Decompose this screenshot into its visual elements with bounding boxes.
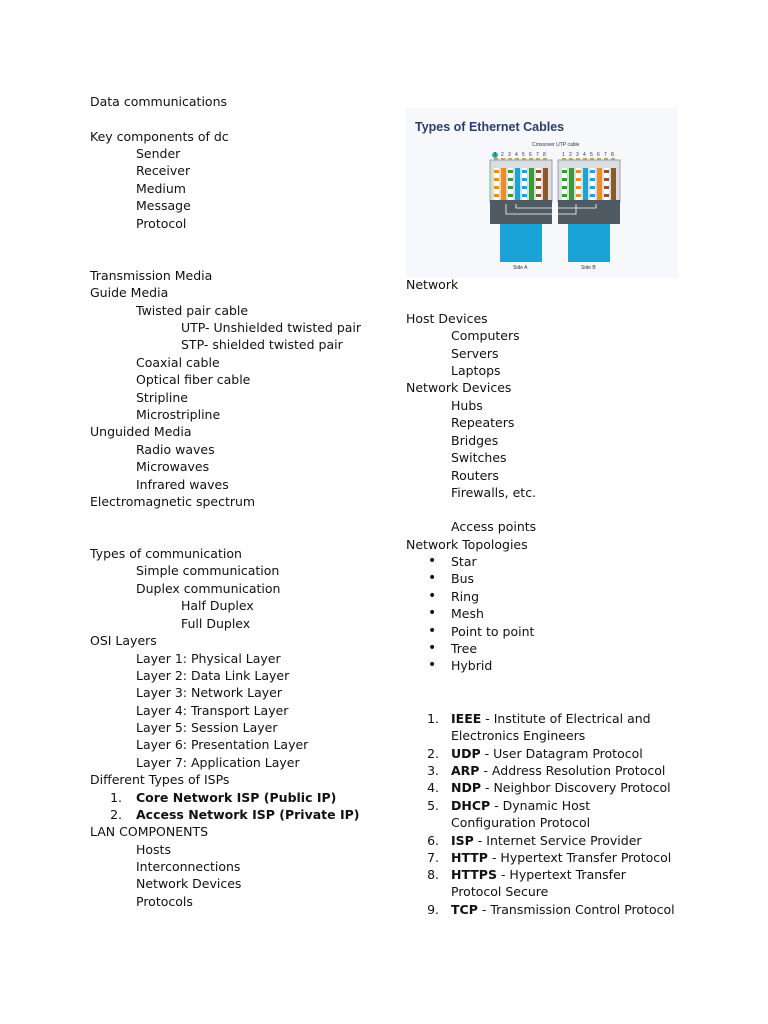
list-number: 1. [427,711,439,726]
list-item: Half Duplex [181,598,254,613]
list-item: Message [136,198,191,213]
communication-heading: Types of communication [90,546,242,561]
list-item: Hubs [451,398,483,413]
list-number: 4. [427,780,439,795]
list-item: Microwaves [136,459,210,474]
acronym-item [451,901,675,918]
acronym-item [451,762,665,779]
cable-a [500,224,542,262]
wire-stripe [494,194,499,197]
pin-number: 2 [501,152,504,158]
acronym-desc: - Address Resolution Protocol [479,763,666,778]
acronym-item [451,832,642,849]
list-item: Microstripline [136,407,221,422]
list-item: Layer 1: Physical Layer [136,651,281,666]
list-item: Protocol [136,216,187,231]
wire [583,168,588,200]
acronym-abbr: UDP [451,746,481,761]
list-item: Bridges [451,433,499,448]
pin-number: 8 [611,152,614,158]
pin-number: 1 [562,152,565,158]
acronym-desc: - User Datagram Protocol [480,746,643,761]
list-item: Coaxial cable [136,355,220,370]
bullet-icon: • [428,623,437,639]
acronym-desc: - Hypertext Transfer Protocol Secure [451,867,626,900]
pin-number: 5 [522,152,525,158]
connector-b-housing [558,160,620,202]
network-devices-heading: Network Devices [406,380,512,395]
pin-number: 6 [597,152,600,158]
wire-stripe [536,194,541,197]
wire-stripe [576,170,581,173]
bullet-icon: • [428,657,437,673]
wire-stripe [494,170,499,173]
wire [529,168,534,200]
wire-stripe [604,194,609,197]
list-item: Point to point [451,624,535,639]
wire [543,168,548,200]
wire [501,168,506,200]
ethernet-cables-figure [406,108,678,278]
acronym-item [451,849,671,866]
page-title: Data communications [90,94,227,109]
list-number: 3. [427,763,439,778]
bullet-icon: • [428,588,437,604]
wire-stripe [562,178,567,181]
pin-number: 7 [536,152,539,158]
wire-stripe [508,186,513,189]
side-a-label: Side A [513,265,528,271]
list-item: Network Devices [136,876,242,891]
list-item: Simple communication [136,563,280,578]
list-item: Medium [136,181,186,196]
acronym-desc: - Hypertext Transfer Protocol [487,850,672,865]
pin-number: 3 [576,152,579,158]
list-item: Layer 7: Application Layer [136,755,300,770]
acronym-abbr: DHCP [451,798,491,813]
list-item: UTP- Unshielded twisted pair [181,320,362,335]
list-item: Switches [451,450,507,465]
wire-stripe [508,194,513,197]
acronym-desc: - Transmission Control Protocol [477,902,675,917]
list-item: Layer 2: Data Link Layer [136,668,290,683]
wire-stripe [590,194,595,197]
unguided-media-heading: Unguided Media [90,424,192,439]
list-number: 2. [427,746,439,761]
list-item: Core Network ISP (Public IP) [136,790,337,805]
pin-number: 3 [508,152,511,158]
list-number: 2. [110,807,122,822]
list-item: Radio waves [136,442,215,457]
guide-media-heading: Guide Media [90,285,169,300]
wire-stripe [562,170,567,173]
acronym-desc: - Internet Service Provider [473,833,642,848]
list-item: Hosts [136,842,171,857]
wire-stripe [590,186,595,189]
acronym-abbr: IEEE [451,711,482,726]
pin-number: 1 [494,152,497,158]
list-item: Receiver [136,163,191,178]
wire-stripe [590,178,595,181]
wire-stripe [604,186,609,189]
lan-heading: LAN COMPONENTS [90,824,209,839]
list-item: Protocols [136,894,193,909]
side-b-label: Side B [581,265,596,271]
list-item: Sender [136,146,181,161]
osi-heading: OSI Layers [90,633,157,648]
wire-stripe [494,178,499,181]
acronym-abbr: NDP [451,780,481,795]
acronym-abbr: ISP [451,833,474,848]
list-item: Servers [451,346,499,361]
cable-caption: Crossover UTP cable [532,142,580,148]
list-number: 8. [427,867,439,882]
list-item: Star [451,554,477,569]
list-item: Mesh [451,606,484,621]
wire [597,168,602,200]
bullet-icon: • [428,553,437,569]
figure-title: Types of Ethernet Cables [415,120,565,134]
list-item: Ring [451,589,480,604]
wire-stripe [522,186,527,189]
list-number: 7. [427,850,439,865]
key-components-heading: Key components of dc [90,129,229,144]
wire-stripe [522,178,527,181]
acronym-desc: - Neighbor Discovery Protocol [481,780,671,795]
list-item: Repeaters [451,415,515,430]
wire-stripe [576,194,581,197]
network-heading: Network [406,277,459,292]
connector-a-housing [490,160,552,202]
isp-heading: Different Types of ISPs [90,772,230,787]
list-item: Computers [451,328,520,343]
list-item: Twisted pair cable [136,303,249,318]
wire-stripe [562,186,567,189]
wire-stripe [562,194,567,197]
wire-stripe [508,170,513,173]
list-item: Access Network ISP (Private IP) [136,807,360,822]
list-item: STP- shielded twisted pair [181,337,343,352]
list-item: Bus [451,571,475,586]
host-devices-heading: Host Devices [406,311,488,326]
list-item: Layer 4: Transport Layer [136,703,289,718]
bullet-icon: • [428,640,437,656]
wire [569,168,574,200]
pin-number: 7 [604,152,607,158]
acronym-abbr: HTTP [451,850,488,865]
pin-number: 4 [583,152,586,158]
wire-stripe [522,170,527,173]
list-number: 6. [427,833,439,848]
list-item: Laptops [451,363,501,378]
wire-stripe [522,194,527,197]
wire-stripe [590,170,595,173]
bullet-icon: • [428,570,437,586]
acronym-desc: - Dynamic Host Configuration Protocol [451,798,591,831]
topologies-heading: Network Topologies [406,537,528,552]
wire-stripe [536,186,541,189]
list-item: Layer 6: Presentation Layer [136,737,309,752]
em-spectrum-heading: Electromagnetic spectrum [90,494,256,509]
pin-number: 4 [515,152,518,158]
list-item: Tree [451,641,478,656]
list-item: Optical fiber cable [136,372,251,387]
transmission-media-heading: Transmission Media [90,268,213,283]
wire-stripe [536,170,541,173]
acronym-desc: - Institute of Electrical and Electronics Engineers [451,711,651,744]
pin-number: 8 [543,152,546,158]
list-item: Stripline [136,390,188,405]
connector-b-boot [558,200,620,224]
wire-stripe [604,178,609,181]
list-item: Access points [451,519,537,534]
acronym-abbr: ARP [451,763,480,778]
list-number: 1. [110,790,122,805]
acronym-item [451,779,671,796]
list-item: Layer 3: Network Layer [136,685,282,700]
list-item: Duplex communication [136,581,281,596]
bullet-icon: • [428,605,437,621]
list-item: Infrared waves [136,477,229,492]
list-number: 9. [427,902,439,917]
acronym-item [451,710,671,745]
list-item: Hybrid [451,658,493,673]
pin-number: 5 [590,152,593,158]
wire-stripe [576,186,581,189]
list-item: Interconnections [136,859,241,874]
acronym-abbr: HTTPS [451,867,497,882]
connector-a-boot [490,200,552,224]
wire [515,168,520,200]
list-item: Layer 5: Session Layer [136,720,278,735]
list-number: 5. [427,798,439,813]
wire [611,168,616,200]
pin-number: 6 [529,152,532,158]
wire-stripe [508,178,513,181]
ethernet-connectors-illustration [406,108,678,278]
list-item: Routers [451,468,499,483]
wire-stripe [536,178,541,181]
cable-b [568,224,610,262]
list-item: Full Duplex [181,616,251,631]
acronym-item [451,745,643,762]
wire-stripe [494,186,499,189]
acronym-abbr: TCP [451,902,478,917]
acronym-item [451,866,671,901]
list-item: Firewalls, etc. [451,485,537,500]
wire-stripe [576,178,581,181]
pin-number: 2 [569,152,572,158]
acronym-item [451,797,671,832]
wire-stripe [604,170,609,173]
